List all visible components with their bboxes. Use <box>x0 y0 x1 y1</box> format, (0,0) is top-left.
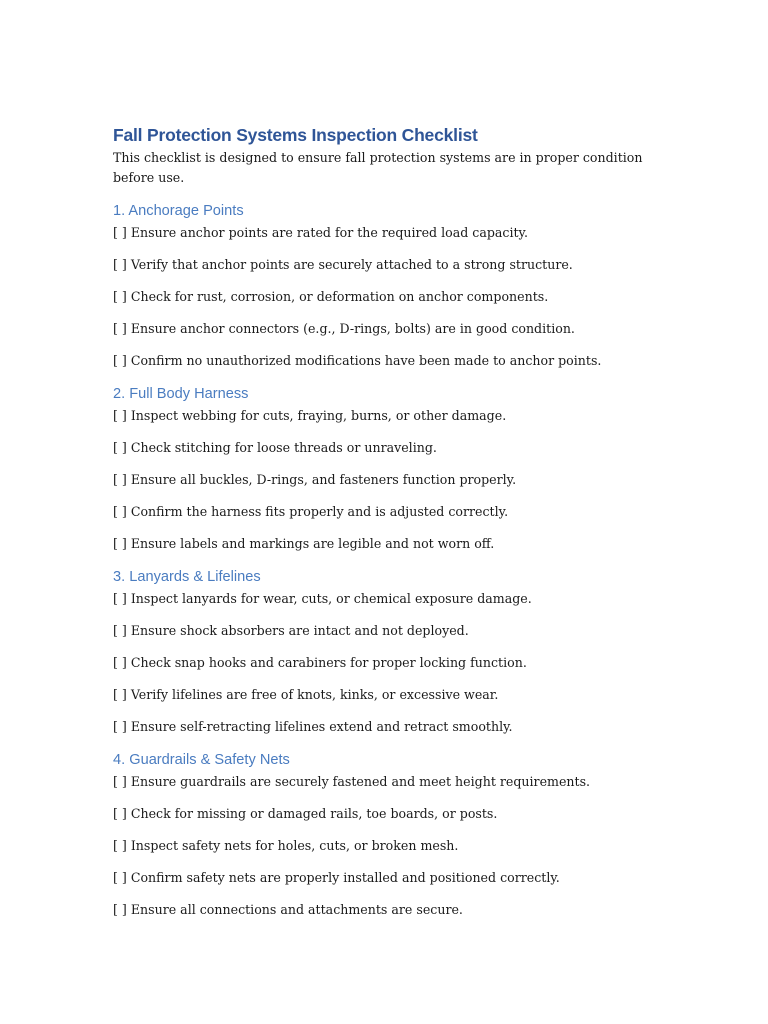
checklist-item: [ ] Inspect webbing for cuts, fraying, burns, or other damage. <box>113 408 507 423</box>
section-heading: 4. Guardrails & Safety Nets <box>113 752 290 768</box>
checklist-item: [ ] Ensure anchor connectors (e.g., D-rings, bolts) are in good condition. <box>113 321 575 336</box>
checklist-item: [ ] Ensure shock absorbers are intact and not deployed. <box>113 623 469 638</box>
section-anchorage-points <box>113 201 658 371</box>
checklist-item: [ ] Verify lifelines are free of knots, kinks, or excessive wear. <box>113 687 499 702</box>
checklist-item: [ ] Ensure all buckles, D-rings, and fasteners function properly. <box>113 472 517 487</box>
checklist-item: [ ] Ensure labels and markings are legible and not worn off. <box>113 536 495 551</box>
intro-paragraph: This checklist is designed to ensure fall protection systems are in proper condition before use. <box>113 150 643 185</box>
section-full-body-harness <box>113 384 658 554</box>
checklist-item: [ ] Confirm no unauthorized modifications have been made to anchor points. <box>113 353 602 368</box>
section-heading: 1. Anchorage Points <box>113 203 244 219</box>
checklist-item: [ ] Check for rust, corrosion, or deformation on anchor components. <box>113 289 549 304</box>
checklist-item: [ ] Ensure guardrails are securely fastened and meet height requirements. <box>113 774 591 789</box>
section-guardrails-safety-nets <box>113 750 658 920</box>
section-heading: 3. Lanyards & Lifelines <box>113 569 261 585</box>
checklist-item: [ ] Inspect safety nets for holes, cuts, or broken mesh. <box>113 838 459 853</box>
checklist-item: [ ] Confirm the harness fits properly and is adjusted correctly. <box>113 504 509 519</box>
checklist-item: [ ] Ensure self-retracting lifelines extend and retract smoothly. <box>113 719 513 734</box>
checklist-item: [ ] Confirm safety nets are properly installed and positioned correctly. <box>113 870 560 885</box>
section-heading: 2. Full Body Harness <box>113 386 249 402</box>
document-title: Fall Protection Systems Inspection Checklist <box>113 125 478 145</box>
checklist-item: [ ] Check snap hooks and carabiners for proper locking function. <box>113 655 527 670</box>
checklist-item: [ ] Check stitching for loose threads or unraveling. <box>113 440 437 455</box>
section-lanyards-lifelines <box>113 567 658 737</box>
checklist-item: [ ] Verify that anchor points are securely attached to a strong structure. <box>113 257 573 272</box>
checklist-item: [ ] Ensure anchor points are rated for the required load capacity. <box>113 225 528 240</box>
document-page <box>113 122 658 920</box>
checklist-item: [ ] Ensure all connections and attachments are secure. <box>113 902 463 917</box>
checklist-item: [ ] Check for missing or damaged rails, toe boards, or posts. <box>113 806 498 821</box>
checklist-item: [ ] Inspect lanyards for wear, cuts, or chemical exposure damage. <box>113 591 532 606</box>
